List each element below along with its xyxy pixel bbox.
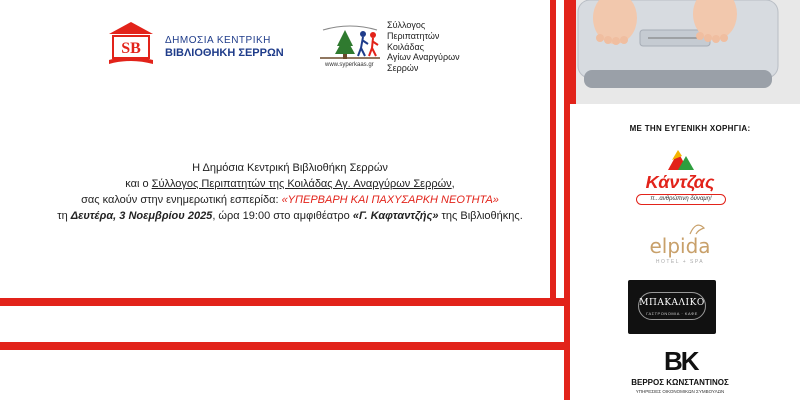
invitation-line3-pre: σας καλούν στην ενημερωτική εσπερίδα: [81, 194, 282, 206]
sponsor-kantzas-logo [620, 148, 740, 208]
red-horizontal-line-top [0, 298, 570, 306]
library-name-line1: ΔΗΜΟΣΙΑ ΚΕΝΤΡΙΚΗ [165, 35, 271, 46]
event-date: Δευτέρα, 3 Νοεμβρίου 2025 [70, 210, 213, 222]
library-logo [105, 20, 285, 76]
sponsors-heading: ΜΕ ΤΗΝ ΕΥΓΕΝΙΚΗ ΧΟΡΗΓΙΑ: [629, 124, 751, 133]
invitation-line4-mid: , ώρα 19:00 στο αμφιθέατρο [212, 210, 353, 222]
club-name-underlined: Σύλλογος Περιπατητών της Κοιλάδας Αγ. Αναργύρων Σερρών [151, 178, 452, 190]
bathroom-scale-image [570, 0, 800, 104]
child-on-scale-photo [570, 0, 800, 104]
invitation-line4 [40, 208, 540, 224]
club-name-line: Σύλλογος [387, 20, 426, 30]
invitation-line3 [40, 192, 540, 208]
walking-club-logo [315, 22, 495, 74]
invitation-line2 [40, 176, 540, 192]
library-name [165, 35, 284, 59]
bk-monogram: BK [664, 346, 698, 376]
red-horizontal-line-bottom [0, 342, 570, 350]
verros-name: ΒΕΡΡΟΣ ΚΩΝΣΤΑΝΤΙΝΟΣ [631, 378, 729, 387]
kantzas-name: Κάντζας [645, 172, 715, 192]
invitation-line1: Η Δημόσια Κεντρική Βιβλιοθήκη Σερρών [192, 162, 388, 174]
kantzas-tagline: π...ανθρώπινη δύναμη! [636, 194, 726, 205]
elpida-tagline: HOTEL + SPA [655, 259, 705, 265]
hikers-tree-icon [315, 22, 385, 62]
invitation-line4-pre: τη [57, 210, 71, 222]
event-title: «ΥΠΕΡΒΑΡΗ ΚΑΙ ΠΑΧΥΣΑΡΚΗ ΝΕΟΤΗΤΑ» [281, 194, 499, 206]
club-name-line: Περιπατητών [387, 30, 440, 41]
club-website: www.syperkaas.gr [325, 62, 374, 68]
invitation-line2-pre: και ο [125, 178, 152, 190]
sponsor-elpida-logo [620, 218, 740, 270]
library-name-line2: ΒΙΒΛΙΟΘΗΚΗ ΣΕΡΡΩΝ [165, 46, 284, 59]
mpakaliko-tagline: ΓΑΣΤΡΟΝΟΜΙΑ · ΚΑΦΕ [646, 311, 698, 316]
elpida-name: elpida [649, 234, 711, 258]
kantzas-roof-icon [620, 148, 740, 174]
club-name-line: Αγίων Αναργύρων [387, 52, 460, 63]
club-name-line: Σερρών [387, 63, 419, 74]
club-name [387, 20, 477, 74]
event-venue: «Γ. Καφταντζής» [352, 210, 439, 222]
mpakaliko-name: ΜΠΑΚΑΛΙΚΟ [639, 298, 705, 308]
sponsor-mpakaliko-logo [628, 280, 716, 334]
invitation-line2-post: , [451, 178, 455, 190]
svg-text:SB: SB [121, 40, 141, 57]
invitation-line4-post: της Βιβλιοθήκης. [438, 210, 523, 222]
red-vertical-line-left [550, 0, 556, 300]
sponsor-verros-logo [600, 344, 760, 400]
verros-tagline: ΥΠΗΡΕΣΙΕΣ ΟΙΚΟΝΟΜΙΚΩΝ ΣΥΜΒΟΥΛΩΝ [635, 389, 725, 394]
club-name-line: Κοιλάδας [387, 41, 425, 52]
invitation-text [40, 160, 540, 224]
library-emblem-icon [105, 20, 157, 68]
